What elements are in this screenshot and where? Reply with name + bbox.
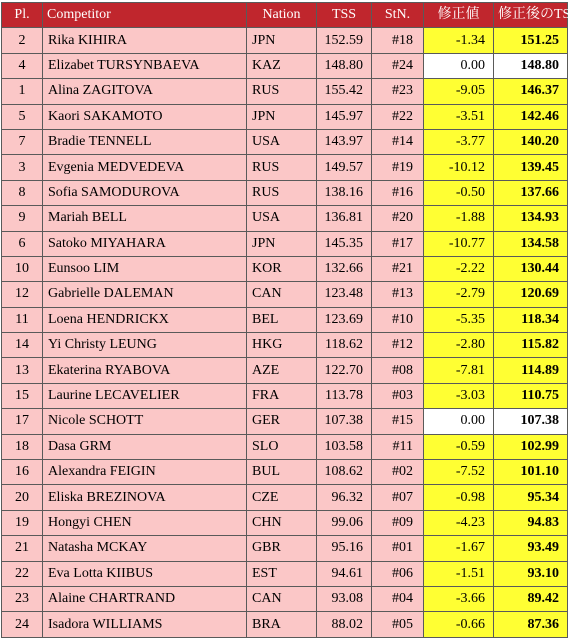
cell-tss: 123.48: [317, 282, 372, 307]
table-row: [2, 206, 568, 231]
cell-corrected-tss: 142.46: [494, 104, 568, 129]
cell-nation: JPN: [247, 104, 317, 129]
cell-correction: -3.03: [424, 383, 494, 408]
table-row: [2, 28, 568, 53]
cell-nation: GBR: [247, 536, 317, 561]
header-row: [2, 3, 568, 28]
cell-place: 19: [2, 510, 43, 535]
cell-competitor: Hongyi CHEN: [43, 510, 247, 535]
cell-competitor: Loena HENDRICKX: [43, 307, 247, 332]
cell-tss: 96.32: [317, 485, 372, 510]
cell-tss: 145.35: [317, 231, 372, 256]
table-row: [2, 180, 568, 205]
cell-place: 5: [2, 104, 43, 129]
cell-corrected-tss: 151.25: [494, 28, 568, 53]
cell-nation: CHN: [247, 510, 317, 535]
cell-nation: JPN: [247, 28, 317, 53]
table-row: [2, 561, 568, 586]
cell-tss: 108.62: [317, 460, 372, 485]
cell-start-number: #24: [372, 53, 424, 78]
cell-competitor: Eliska BREZINOVA: [43, 485, 247, 510]
cell-nation: GER: [247, 409, 317, 434]
table-row: [2, 307, 568, 332]
cell-place: 8: [2, 180, 43, 205]
cell-correction: 0.00: [424, 53, 494, 78]
cell-place: 3: [2, 155, 43, 180]
cell-start-number: #23: [372, 79, 424, 104]
cell-start-number: #15: [372, 409, 424, 434]
cell-nation: CAN: [247, 282, 317, 307]
cell-place: 22: [2, 561, 43, 586]
cell-place: 20: [2, 485, 43, 510]
cell-place: 9: [2, 206, 43, 231]
table-row: [2, 155, 568, 180]
cell-nation: AZE: [247, 358, 317, 383]
cell-place: 21: [2, 536, 43, 561]
cell-nation: USA: [247, 129, 317, 154]
header-tss: TSS: [317, 3, 372, 28]
cell-start-number: #19: [372, 155, 424, 180]
header-start-number: StN.: [372, 3, 424, 28]
cell-start-number: #09: [372, 510, 424, 535]
cell-tss: 95.16: [317, 536, 372, 561]
cell-place: 17: [2, 409, 43, 434]
cell-place: 10: [2, 256, 43, 281]
cell-correction: -10.12: [424, 155, 494, 180]
cell-competitor: Isadora WILLIAMS: [43, 612, 247, 637]
cell-place: 6: [2, 231, 43, 256]
cell-correction: -3.51: [424, 104, 494, 129]
cell-start-number: #22: [372, 104, 424, 129]
cell-start-number: #05: [372, 612, 424, 637]
cell-corrected-tss: 87.36: [494, 612, 568, 637]
cell-correction: -5.35: [424, 307, 494, 332]
cell-nation: BEL: [247, 307, 317, 332]
cell-nation: JPN: [247, 231, 317, 256]
cell-corrected-tss: 95.34: [494, 485, 568, 510]
cell-place: 24: [2, 612, 43, 637]
cell-start-number: #16: [372, 180, 424, 205]
table-row: [2, 129, 568, 154]
cell-correction: -2.79: [424, 282, 494, 307]
cell-tss: 94.61: [317, 561, 372, 586]
cell-corrected-tss: 93.49: [494, 536, 568, 561]
cell-place: 14: [2, 333, 43, 358]
header-place: Pl.: [2, 3, 43, 28]
table-row: [2, 485, 568, 510]
cell-tss: 149.57: [317, 155, 372, 180]
cell-place: 7: [2, 129, 43, 154]
cell-start-number: #06: [372, 561, 424, 586]
cell-tss: 99.06: [317, 510, 372, 535]
cell-competitor: Ekaterina RYABOVA: [43, 358, 247, 383]
cell-corrected-tss: 107.38: [494, 409, 568, 434]
cell-competitor: Dasa GRM: [43, 434, 247, 459]
cell-corrected-tss: 120.69: [494, 282, 568, 307]
cell-start-number: #02: [372, 460, 424, 485]
cell-tss: 148.80: [317, 53, 372, 78]
table-row: [2, 333, 568, 358]
table-row: [2, 231, 568, 256]
cell-correction: -1.34: [424, 28, 494, 53]
table-row: [2, 586, 568, 611]
cell-corrected-tss: 115.82: [494, 333, 568, 358]
cell-tss: 145.97: [317, 104, 372, 129]
cell-competitor: Satoko MIYAHARA: [43, 231, 247, 256]
header-nation: Nation: [247, 3, 317, 28]
table-row: [2, 53, 568, 78]
cell-nation: KAZ: [247, 53, 317, 78]
table-row: [2, 460, 568, 485]
cell-start-number: #10: [372, 307, 424, 332]
cell-corrected-tss: 102.99: [494, 434, 568, 459]
cell-tss: 93.08: [317, 586, 372, 611]
cell-nation: BRA: [247, 612, 317, 637]
cell-correction: -4.23: [424, 510, 494, 535]
cell-place: 23: [2, 586, 43, 611]
table-row: [2, 358, 568, 383]
cell-correction: -9.05: [424, 79, 494, 104]
cell-competitor: Eunsoo LIM: [43, 256, 247, 281]
cell-nation: CZE: [247, 485, 317, 510]
cell-nation: SLO: [247, 434, 317, 459]
cell-start-number: #01: [372, 536, 424, 561]
cell-corrected-tss: 140.20: [494, 129, 568, 154]
cell-tss: 155.42: [317, 79, 372, 104]
cell-corrected-tss: 137.66: [494, 180, 568, 205]
cell-correction: -0.98: [424, 485, 494, 510]
cell-nation: RUS: [247, 180, 317, 205]
results-table: [1, 2, 578, 638]
cell-start-number: #18: [372, 28, 424, 53]
cell-correction: -10.77: [424, 231, 494, 256]
cell-place: 13: [2, 358, 43, 383]
cell-tss: 132.66: [317, 256, 372, 281]
cell-place: 1: [2, 79, 43, 104]
cell-tss: 107.38: [317, 409, 372, 434]
cell-competitor: Alina ZAGITOVA: [43, 79, 247, 104]
cell-place: 18: [2, 434, 43, 459]
table-row: [2, 434, 568, 459]
cell-competitor: Mariah BELL: [43, 206, 247, 231]
cell-corrected-tss: 134.58: [494, 231, 568, 256]
cell-competitor: Natasha MCKAY: [43, 536, 247, 561]
cell-competitor: Nicole SCHOTT: [43, 409, 247, 434]
header-corrected-tss: 修正後のTSS: [494, 3, 568, 28]
cell-competitor: Evgenia MEDVEDEVA: [43, 155, 247, 180]
cell-corrected-tss: 110.75: [494, 383, 568, 408]
cell-place: 16: [2, 460, 43, 485]
cell-nation: KOR: [247, 256, 317, 281]
cell-start-number: #14: [372, 129, 424, 154]
cell-corrected-tss: 101.10: [494, 460, 568, 485]
cell-start-number: #12: [372, 333, 424, 358]
cell-corrected-tss: 146.37: [494, 79, 568, 104]
cell-place: 12: [2, 282, 43, 307]
cell-correction: -7.81: [424, 358, 494, 383]
cell-competitor: Yi Christy LEUNG: [43, 333, 247, 358]
table-body: [2, 28, 568, 637]
cell-corrected-tss: 94.83: [494, 510, 568, 535]
cell-nation: USA: [247, 206, 317, 231]
cell-place: 11: [2, 307, 43, 332]
cell-place: 15: [2, 383, 43, 408]
cell-tss: 143.97: [317, 129, 372, 154]
cell-correction: -2.22: [424, 256, 494, 281]
cell-correction: -1.67: [424, 536, 494, 561]
cell-correction: -0.59: [424, 434, 494, 459]
cell-correction: -2.80: [424, 333, 494, 358]
cell-start-number: #21: [372, 256, 424, 281]
cell-start-number: #17: [372, 231, 424, 256]
cell-correction: -0.66: [424, 612, 494, 637]
header-correction: 修正値: [424, 3, 494, 28]
cell-competitor: Alexandra FEIGIN: [43, 460, 247, 485]
table-row: [2, 104, 568, 129]
cell-tss: 118.62: [317, 333, 372, 358]
results-table-container: [1, 2, 578, 638]
cell-corrected-tss: 148.80: [494, 53, 568, 78]
cell-tss: 113.78: [317, 383, 372, 408]
cell-start-number: #07: [372, 485, 424, 510]
cell-corrected-tss: 118.34: [494, 307, 568, 332]
cell-correction: -1.88: [424, 206, 494, 231]
cell-competitor: Elizabet TURSYNBAEVA: [43, 53, 247, 78]
cell-nation: RUS: [247, 79, 317, 104]
cell-competitor: Alaine CHARTRAND: [43, 586, 247, 611]
table-row: [2, 79, 568, 104]
table-row: [2, 612, 568, 637]
cell-tss: 123.69: [317, 307, 372, 332]
cell-tss: 103.58: [317, 434, 372, 459]
cell-competitor: Bradie TENNELL: [43, 129, 247, 154]
cell-correction: -1.51: [424, 561, 494, 586]
cell-competitor: Laurine LECAVELIER: [43, 383, 247, 408]
cell-tss: 136.81: [317, 206, 372, 231]
cell-competitor: Kaori SAKAMOTO: [43, 104, 247, 129]
cell-corrected-tss: 93.10: [494, 561, 568, 586]
cell-competitor: Sofia SAMODUROVA: [43, 180, 247, 205]
cell-nation: FRA: [247, 383, 317, 408]
cell-nation: BUL: [247, 460, 317, 485]
header-competitor: Competitor: [43, 3, 247, 28]
cell-correction: 0.00: [424, 409, 494, 434]
table-row: [2, 383, 568, 408]
cell-start-number: #20: [372, 206, 424, 231]
cell-corrected-tss: 134.93: [494, 206, 568, 231]
cell-start-number: #11: [372, 434, 424, 459]
cell-correction: -0.50: [424, 180, 494, 205]
cell-competitor: Eva Lotta KIIBUS: [43, 561, 247, 586]
cell-competitor: Gabrielle DALEMAN: [43, 282, 247, 307]
cell-tss: 88.02: [317, 612, 372, 637]
cell-corrected-tss: 130.44: [494, 256, 568, 281]
cell-correction: -3.66: [424, 586, 494, 611]
cell-tss: 138.16: [317, 180, 372, 205]
cell-nation: CAN: [247, 586, 317, 611]
cell-start-number: #08: [372, 358, 424, 383]
cell-nation: HKG: [247, 333, 317, 358]
cell-nation: EST: [247, 561, 317, 586]
table-row: [2, 510, 568, 535]
table-row: [2, 256, 568, 281]
cell-place: 4: [2, 53, 43, 78]
cell-place: 2: [2, 28, 43, 53]
table-row: [2, 536, 568, 561]
cell-tss: 152.59: [317, 28, 372, 53]
cell-corrected-tss: 139.45: [494, 155, 568, 180]
cell-correction: -7.52: [424, 460, 494, 485]
cell-competitor: Rika KIHIRA: [43, 28, 247, 53]
cell-correction: -3.77: [424, 129, 494, 154]
table-row: [2, 409, 568, 434]
cell-corrected-tss: 114.89: [494, 358, 568, 383]
cell-tss: 122.70: [317, 358, 372, 383]
cell-corrected-tss: 89.42: [494, 586, 568, 611]
cell-nation: RUS: [247, 155, 317, 180]
table-row: [2, 282, 568, 307]
cell-start-number: #03: [372, 383, 424, 408]
cell-start-number: #04: [372, 586, 424, 611]
cell-start-number: #13: [372, 282, 424, 307]
